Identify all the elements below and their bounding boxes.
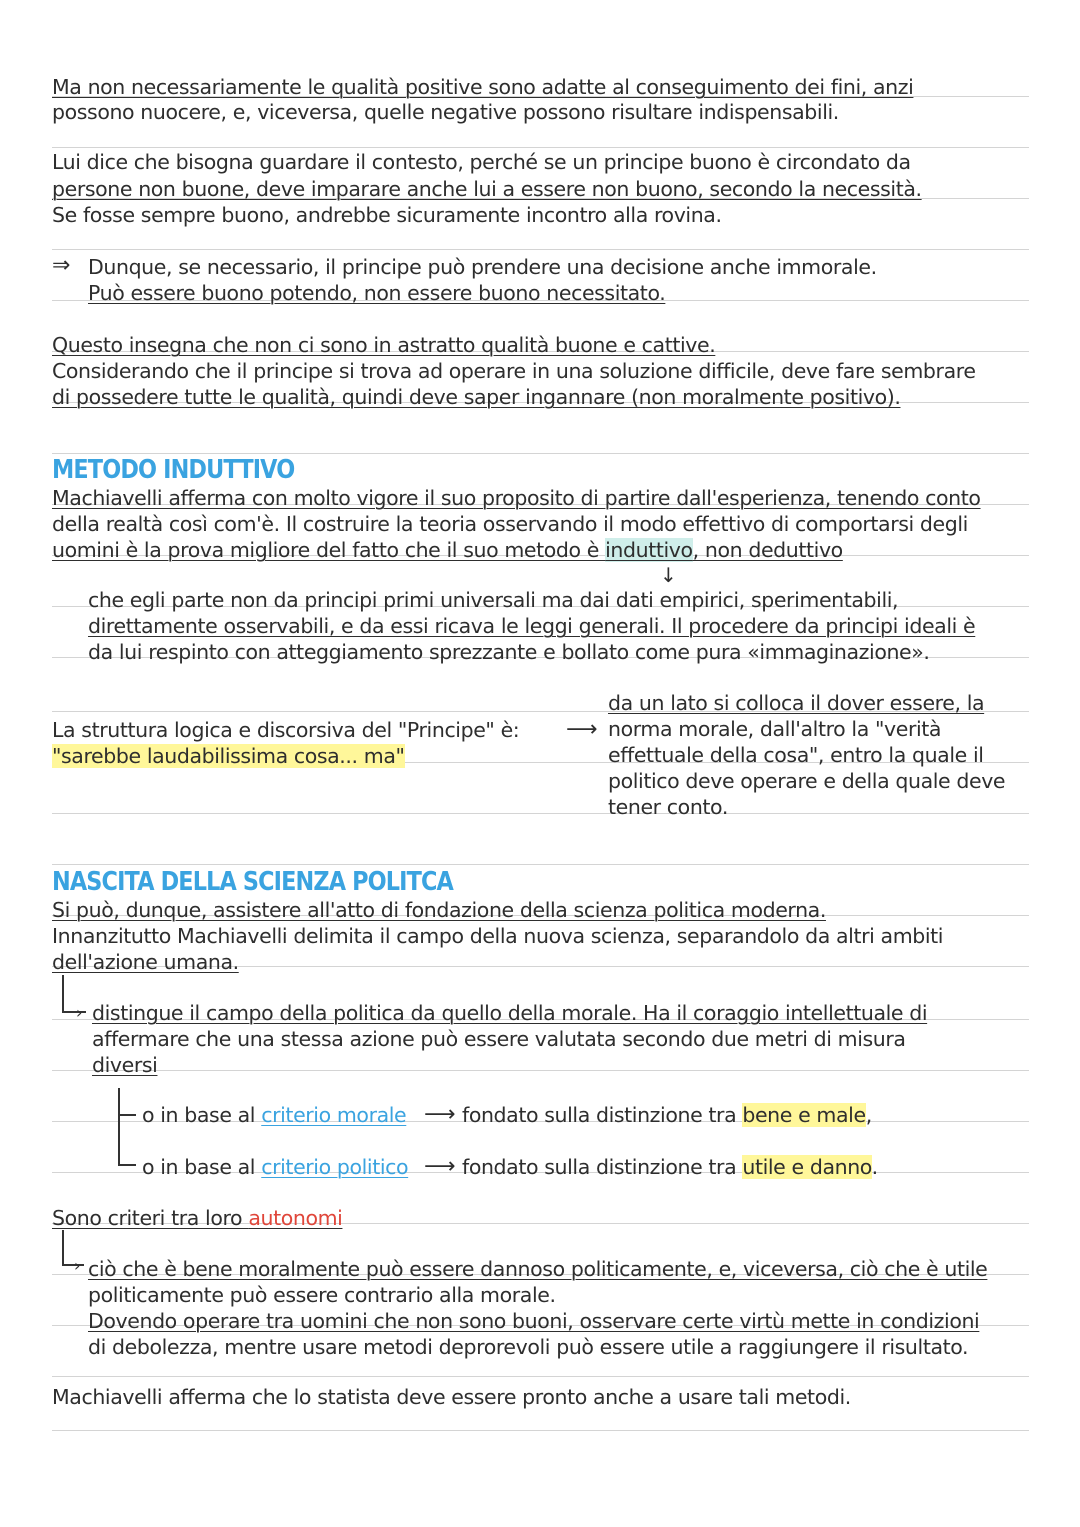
text-fragment: uomini è la prova migliore del fatto che il suo metodo è bbox=[52, 538, 606, 562]
ruled-line bbox=[52, 453, 1029, 454]
text-line: Considerando che il principe si trova ad operare in una soluzione difficile, deve fare sembrare bbox=[52, 359, 976, 383]
ruled-line bbox=[52, 1430, 1029, 1431]
text-line: direttamente osservabili, e da essi ricava le leggi generali. Il procedere da principi ideali è bbox=[88, 614, 976, 638]
text-line: Dunque, se necessario, il principe può prendere una decisione anche immorale. bbox=[88, 255, 877, 279]
text-line bbox=[142, 1154, 408, 1180]
text-line bbox=[52, 1205, 342, 1231]
highlight-quote: "sarebbe laudabilissima cosa... ma" bbox=[52, 744, 405, 768]
text-line: diversi bbox=[92, 1053, 158, 1077]
text-line: politico deve operare e della quale deve bbox=[608, 769, 1006, 793]
right-arrow-icon: ⟶ bbox=[566, 717, 598, 742]
ruled-line bbox=[52, 249, 1029, 250]
text-line: Questo insegna che non ci sono in astratto qualità buone e cattive. bbox=[52, 333, 716, 357]
text-line: dell'azione umana. bbox=[52, 950, 239, 974]
text-line: Dovendo operare tra uomini che non sono buoni, osservare certe virtù mette in condizioni bbox=[88, 1309, 980, 1333]
tree-line bbox=[118, 1114, 136, 1116]
highlight-induttivo: induttivo bbox=[605, 538, 693, 562]
text-line: norma morale, dall'altro la "verità bbox=[608, 717, 942, 741]
text-fragment: , bbox=[865, 1103, 872, 1127]
text-line: tener conto. bbox=[608, 795, 728, 819]
ruled-line bbox=[52, 813, 1029, 814]
text-fragment: Sono criteri tra loro bbox=[52, 1206, 249, 1230]
text-fragment: o in base al bbox=[142, 1155, 262, 1179]
text-fragment: . bbox=[871, 1155, 878, 1179]
text-line: politicamente può essere contrario alla morale. bbox=[88, 1283, 556, 1307]
text-line bbox=[52, 537, 843, 563]
text-line: La struttura logica e discorsiva del "Principe" è: bbox=[52, 718, 520, 742]
text-fragment: fondato sulla distinzione tra bbox=[462, 1103, 743, 1127]
arrow-head-icon: › bbox=[74, 1256, 81, 1275]
highlight-utile-danno: utile e danno bbox=[742, 1155, 872, 1179]
text-line: Se fosse sempre buono, andrebbe sicuramente incontro alla rovina. bbox=[52, 203, 722, 227]
text-line bbox=[142, 1102, 406, 1128]
autonomi-word: autonomi bbox=[248, 1206, 343, 1230]
ruled-line bbox=[52, 864, 1029, 865]
text-line: Innanzitutto Machiavelli delimita il campo della nuova scienza, separandolo da altri ambiti bbox=[52, 924, 944, 948]
text-line: Lui dice che bisogna guardare il contesto, perché se un principe buono è circondato da bbox=[52, 150, 911, 174]
text-line: di debolezza, mentre usare metodi deprorevoli può essere utile a raggiungere il risultato. bbox=[88, 1335, 969, 1359]
tree-line bbox=[118, 1164, 136, 1166]
ruled-line bbox=[52, 1070, 1029, 1071]
text-line bbox=[462, 1154, 878, 1180]
text-line: che egli parte non da principi primi universali ma dai dati empirici, sperimentabili, bbox=[88, 588, 899, 612]
branch-arrow-icon bbox=[62, 1230, 84, 1266]
implies-arrow-icon: ⇒ bbox=[52, 253, 71, 278]
criterio-politico: criterio politico bbox=[261, 1155, 409, 1179]
section-heading: NASCITA DELLA SCIENZA POLITCA bbox=[52, 867, 454, 897]
right-arrow-icon: ⟶ bbox=[424, 1102, 456, 1127]
ruled-line bbox=[52, 147, 1029, 148]
text-line: Può essere buono potendo, non essere buono necessitato. bbox=[88, 281, 666, 305]
text-line: da lui respinto con atteggiamento sprezzante e bollato come pura «immaginazione». bbox=[88, 640, 930, 664]
text-line: Ma non necessariamente le qualità positive sono adatte al conseguimento dei fini, anzi bbox=[52, 75, 914, 99]
text-line: ciò che è bene moralmente può essere dannoso politicamente, e, viceversa, ciò che è utile bbox=[88, 1257, 988, 1281]
section-heading: METODO INDUTTIVO bbox=[52, 455, 295, 485]
text-line: distingue il campo della politica da quello della morale. Ha il coraggio intellettuale di bbox=[92, 1001, 928, 1025]
tree-line bbox=[118, 1088, 120, 1164]
text-line: persone non buone, deve imparare anche lui a essere non buono, secondo la necessità. bbox=[52, 177, 922, 201]
text-line: possono nuocere, e, viceversa, quelle negative possono risultare indispensabili. bbox=[52, 100, 839, 124]
text-line: di possedere tutte le qualità, quindi deve saper ingannare (non moralmente positivo). bbox=[52, 385, 901, 409]
text-line: effettuale della cosa", entro la quale il bbox=[608, 743, 984, 767]
text-line: affermare che una stessa azione può essere valutata secondo due metri di misura bbox=[92, 1027, 906, 1051]
text-fragment: fondato sulla distinzione tra bbox=[462, 1155, 743, 1179]
text-line: della realtà così com'è. Il costruire la teoria osservando il modo effettivo di comportarsi degli bbox=[52, 512, 968, 536]
ruled-line bbox=[52, 1376, 1029, 1377]
text-line: Si può, dunque, assistere all'atto di fondazione della scienza politica moderna. bbox=[52, 898, 826, 922]
text-line bbox=[462, 1102, 872, 1128]
right-arrow-icon: ⟶ bbox=[424, 1154, 456, 1179]
highlight-bene-male: bene e male bbox=[742, 1103, 866, 1127]
text-line: Machiavelli afferma con molto vigore il suo proposito di partire dall'esperienza, tenendo conto bbox=[52, 486, 981, 510]
text-line: da un lato si colloca il dover essere, la bbox=[608, 691, 985, 715]
arrow-head-icon: › bbox=[76, 1003, 83, 1022]
criterio-morale: criterio morale bbox=[261, 1103, 407, 1127]
down-arrow-icon: ↓ bbox=[660, 563, 677, 587]
text-fragment: o in base al bbox=[142, 1103, 262, 1127]
text-fragment: , non deduttivo bbox=[692, 538, 843, 562]
text-line bbox=[52, 743, 405, 769]
text-line: Machiavelli afferma che lo statista deve essere pronto anche a usare tali metodi. bbox=[52, 1385, 851, 1409]
